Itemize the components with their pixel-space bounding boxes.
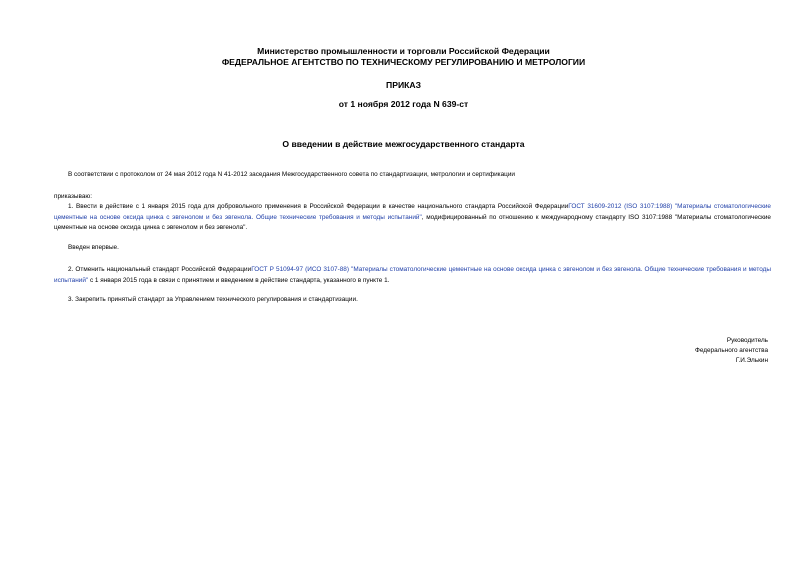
item-1-text-a: 1. Ввести в действие с 1 января 2015 года для добровольного применения в Российской Федерации в качестве национального стандарта Российской Федерации — [68, 203, 569, 210]
signature-title: Руководитель — [726, 337, 768, 344]
signature-org: Федерального агентства — [694, 347, 768, 354]
gost-r-51094-link[interactable]: ГОСТ Р 51094-97 (ИСО 3107-88) "Материалы стоматологические цементные на основе оксида цинка с эвгенолом и без эвгенола. Общие технические требования и методы испытаний" — [54, 266, 771, 284]
item-2 — [54, 265, 771, 286]
order-word: приказываю: — [54, 193, 92, 200]
signature-name: Г.И.Элькин — [735, 357, 768, 364]
item-1-text-b: , модифицированный по отношению к международному стандарту ISO 3107:1988 "Материалы стоматологические цементные на основе оксида цинка с эвгенолом и без эвгенола". — [54, 213, 771, 231]
document-date-number: от 1 ноября 2012 года N 639-ст — [338, 99, 469, 109]
gost-31609-link[interactable]: ГОСТ 31609-2012 (ISO 3107:1988) "Материалы стоматологические цементные на основе оксида цинка с эвгенолом и без эвгенола. Общие технические требования и методы испытаний" — [54, 203, 771, 221]
document-subject: О введении в действие межгосударственного стандарта — [282, 139, 525, 149]
item-2-text-b: с 1 января 2015 года в связи с принятием и введением в действие стандарта, указанного в пункте 1. — [88, 276, 390, 284]
agency-name: ФЕДЕРАЛЬНОЕ АГЕНТСТВО ПО ТЕХНИЧЕСКОМУ РЕГУЛИРОВАНИЮ И МЕТРОЛОГИИ — [221, 57, 586, 67]
item-1 — [54, 202, 771, 234]
preamble: В соответствии с протоколом от 24 мая 2012 года N 41-2012 заседания Межгосударственного совета по стандартизации, метрологии и сертификации — [68, 171, 515, 178]
document-type: ПРИКАЗ — [386, 80, 421, 90]
ministry-name: Министерство промышленности и торговли Российской Федерации — [257, 46, 550, 56]
item-3: 3. Закрепить принятый стандарт за Управлением технического регулирования и стандартизации. — [68, 296, 358, 303]
item-2-text-a: 2. Отменить национальный стандарт Российской Федерации — [68, 266, 252, 273]
introduced-note: Введен впервые. — [68, 244, 119, 251]
